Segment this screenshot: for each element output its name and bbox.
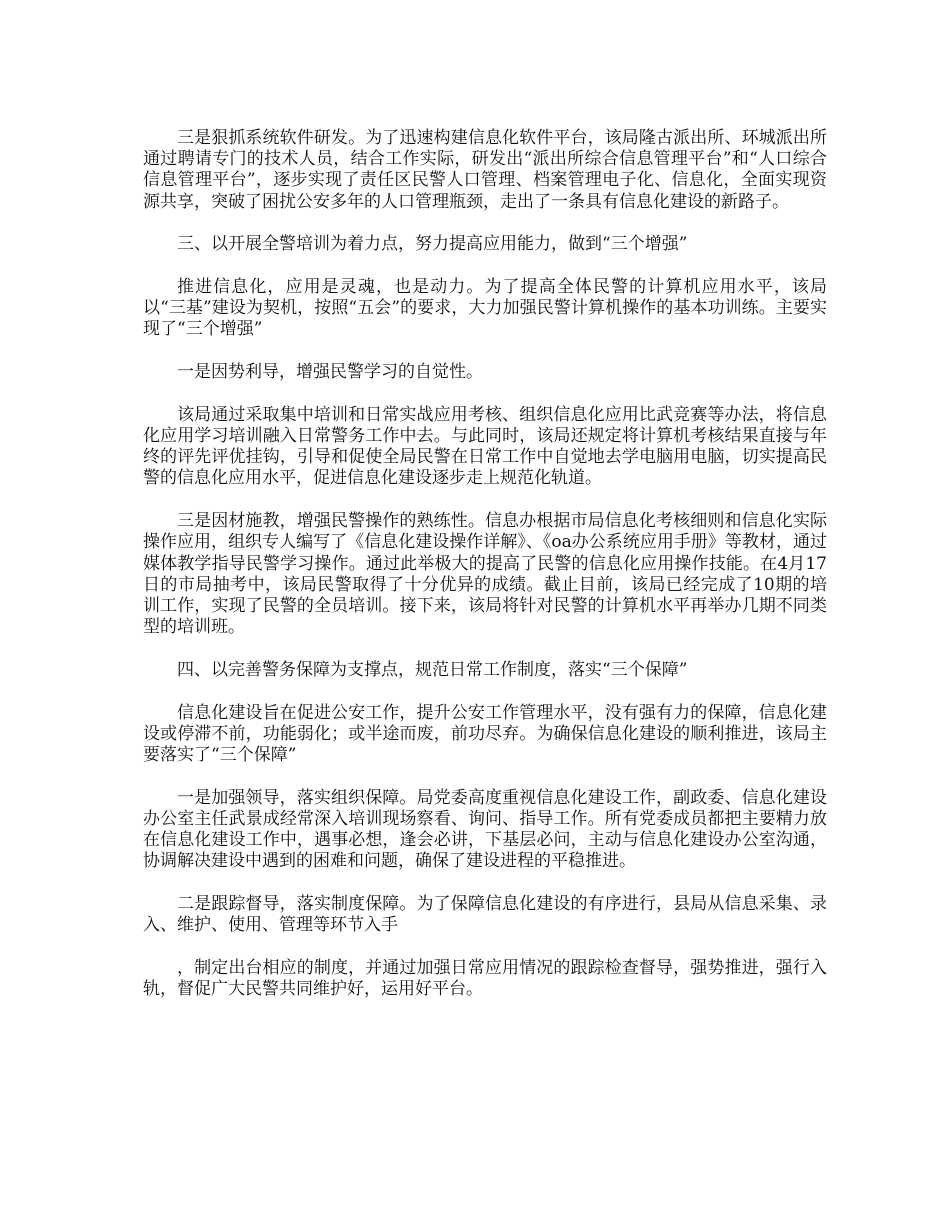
paragraph-software-development: 三是狠抓系统软件研发。为了迅速构建信息化软件平台，该局隆古派出所、环城派出所通过聘请专门的技术人员，结合工作实际，研发出“派出所综合信息管理平台”和“人口综合信息管理平台”，逐步实现了责任区民警人口管理、档案管理电子化、信息化，全面实现资源共享，突破了困扰公安多年的人口管理瓶颈，走出了一条具有信息化建设的新路子。 xyxy=(143,128,827,212)
section-heading-three: 三、以开展全警培训为着力点，努力提高应用能力，做到“三个增强” xyxy=(177,234,688,255)
paragraph-regulations: ，制定出台相应的制度，并通过加强日常应用情况的跟踪检查督导，强势推进，强行入轨，督促广大民警共同维护好，运用好平台。 xyxy=(143,957,827,1000)
paragraph-training-intro: 推进信息化，应用是灵魂，也是动力。为了提高全体民警的计算机应用水平，该局以“三基”建设为契机，按照“五会”的要求，大力加强民警计算机操作的基本功训练。主要实现了“三个增强” xyxy=(143,277,827,340)
paragraph-supervision: 二是跟踪督导，落实制度保障。为了保障信息化建设的有序进行，县局从信息采集、录入、维护、使用、管理等环节入手 xyxy=(143,893,827,936)
document-body xyxy=(143,128,827,1022)
paragraph-point-three: 三是因材施教，增强民警操作的熟练性。信息办根据市局信息化考核细则和信息化实际操作应用，组织专人编写了《信息化建设操作详解》、《oa办公系统应用手册》等教材，通过媒体教学指导民警学习操作。通过此举极大的提高了民警的信息化应用操作技能。在4月17日的市局抽考中，该局民警取得了十分优异的成绩。截止目前，该局已经完成了10期的培训工作，实现了民警的全员培训。接下来，该局将针对民警的计算机水平再举办几期不同类型的培训班。 xyxy=(143,511,827,638)
paragraph-training-methods: 该局通过采取集中培训和日常实战应用考核、组织信息化应用比武竞赛等办法，将信息化应用学习培训融入日常警务工作中去。与此同时，该局还规定将计算机考核结果直接与年终的评先评优挂钩，引导和促使全局民警在日常工作中自觉地去学电脑用电脑，切实提高民警的信息化应用水平，促进信息化建设逐步走上规范化轨道。 xyxy=(143,404,827,489)
paragraph-leadership: 一是加强领导，落实组织保障。局党委高度重视信息化建设工作，副政委、信息化建设办公室主任武景成经常深入培训现场察看、询问、指导工作。所有党委成员都把主要精力放在信息化建设工作中，遇事必想，逢会必讲，下基层必问，主动与信息化建设办公室沟通，协调解决建设中遇到的困难和问题，确保了建设进程的平稳推进。 xyxy=(143,787,827,872)
paragraph-point-one: 一是因势利导，增强民警学习的自觉性。 xyxy=(177,362,483,383)
section-heading-four: 四、以完善警务保障为支撑点，规范日常工作制度，落实“三个保障” xyxy=(177,659,688,680)
paragraph-guarantee-intro: 信息化建设旨在促进公安工作，提升公安工作管理水平，没有强有力的保障，信息化建设或停滞不前，功能弱化；或半途而废，前功尽弃。为确保信息化建设的顺利推进，该局主要落实了“三个保障” xyxy=(143,702,827,765)
